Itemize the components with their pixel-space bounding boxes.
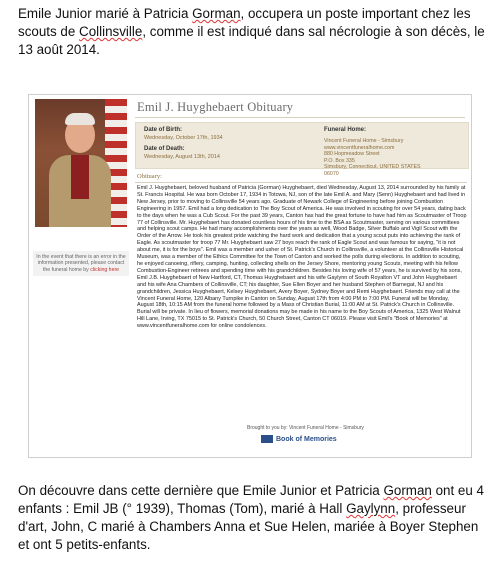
home-zip: 06070 (324, 170, 339, 177)
home-city: Simsbury, Connecticut, UNITED STATES (324, 164, 421, 171)
home-street: 880 Hopmeadow Street (324, 151, 380, 158)
dob-label: Date of Birth: (144, 127, 182, 133)
outro-paragraph (18, 482, 488, 554)
obituary-title: Emil J. Huyghebaert Obituary (137, 100, 294, 114)
outro-gaylynn: Gaylynn (346, 501, 396, 516)
dod-value: Wednesday, August 13th, 2014 (144, 154, 220, 160)
obituary-clipping (28, 94, 472, 458)
home-website-link[interactable]: www.vincentfuneralhome.com (324, 144, 395, 151)
dod-label: Date of Death: (144, 146, 185, 152)
book-icon (261, 435, 273, 443)
intro-paragraph (18, 5, 488, 59)
obituary-label: Obituary: (137, 173, 162, 180)
home-name: Vincent Funeral Home - Simsbury (324, 138, 404, 144)
intro-collinsville: Collinsville (79, 24, 143, 39)
outro-gorman: Gorman (383, 483, 432, 498)
error-notice: In the event that there is an error in the information presented, please contact the funeral home by clicking here (33, 251, 129, 276)
home-pobox: P.O. Box 335 (324, 157, 355, 164)
outro-text-2: ont eu 4 enfants : Emil JB (° 1939), Thomas (Tom), marié à Hall (18, 483, 484, 516)
portrait-scarf (71, 155, 89, 199)
outro-text-3: , professeur d'art, John, C marié à Chambers Anna et Sue Helen, mariée à Boyer Stephen et ont 5 petits-enfants. (18, 501, 479, 552)
dob-value: Wednesday, October 17th, 1934 (144, 135, 223, 141)
intro-text-1: Emile Junior marié à Patricia (18, 6, 193, 21)
home-label: Funeral Home: (324, 127, 367, 133)
obituary-divider (135, 182, 467, 183)
portrait-hair (65, 113, 95, 125)
book-of-memories-logo: Book of Memories (261, 435, 337, 443)
outro-text-1: On découvre dans cette dernière que Emile Junior et Patricia (18, 483, 384, 498)
intro-gorman: Gorman (192, 6, 241, 21)
contact-link[interactable]: clicking here (90, 266, 120, 273)
intro-text-3: , comme il est indiqué dans sal nécrologie à son décès, le 13 août 2014. (18, 24, 485, 57)
home-address (324, 138, 421, 178)
brought-by: Brought to you by: Vincent Funeral Home - Simsbury (247, 425, 364, 431)
obituary-body: Emil J. Huyghebaert, beloved husband of Patricia (Gorman) Huyghebaert, died Wednesday, August 13, 2014 surrounded by his family at St. Francis Hospital. He was born October 17, 1934 in Totowa, NJ, son of the late Emil A. and Mary (Senn) Huyghebaert and had lived in New Jersey, prior to moving to Collinsville 54 years ago. Graduate of Newark College of Engineering before joining Combustion Engineering in 1957. Emil had a long dedication to The Boy Scout of America. He was involved in scouting for over 54 years, dating back to the days when he was a Cub Scout. For the past 39 years, Canton has had the great fortune to have had him as Scoutmaster of Troop 77 of Collinsville. Mr. Huyghebaert has donated countless hours of his time to the BSA as Scoutmaster, serving on various committees and helping scout camps. He had many accomplishments over the years as well, Wood Badge, Silver Buffalo and Vigil Scout with the Order of the Arrow. He took his greatest pride watching the hard work and dedication that a young scout puts into achieving the rank of Eagle. As scoutmaster for troop 77 Mr. Huyghebaert saw 27 boys reach the rank of Eagle Scout and was famous for saying, "it is not about me, it is for the boys". Emil was a member and usher of St. Patrick's Church in Collinsville, a volunteer at the Collinsville Historical Museum, was a member of the Ethics Committee for the Town of Canton and worked the polls during elections. In addition to scouting, he enjoyed canoeing, riflery, camping, hunting, collecting shells on the Jersey Shore, mentoring young Scouts, meeting with his fellow Combustion-Engineer retirees and spending time with his grandchildren. Besides his loving wife of 57 years, he is survived by his sons, Emil J.B. Huyghebaert of New Hartford, CT, Thomas Huyghebaert and his wife Gaylynn of South Royalton VT and John Huyghebaert and his wife Ana Chambers of Collinsville, CT; his daughter, Sue Ellen Boyer and her husband Stephen of Barnegat, NJ and his grandchildren, Jessica Huyghebaert, Kelsey Huyghebaert, Avery Boyer, Sydney Boyer and Remi Huyghebaert. Friends may call at the Vincent Funeral Home, 120 Albany Turnpike in Canton on Sunday, August 17th from 4:00 PM to 7:00 PM. Funeral will be Monday, August 18th, 10:15 AM from the funeral home followed by a Mass of Christian Burial, 11:00 AM at St. Patrick's Church in Collinsville. Burial will be private. In lieu of flowers, memorial donations may be made in his name to the Boy Scouts of America, 1325 West Walnut Hill Lane, Irving, TX 75015 to St. Patrick's Church, 50 Church Street, Canton CT 06019. Please visit Emil's "Book of Memories" at www.vincentfuneralhome.com for online condolences. (137, 185, 467, 330)
portrait-photo (35, 99, 127, 227)
intro-text-2: , occupera un poste important chez les scouts de (18, 6, 471, 39)
title-divider (135, 117, 465, 118)
